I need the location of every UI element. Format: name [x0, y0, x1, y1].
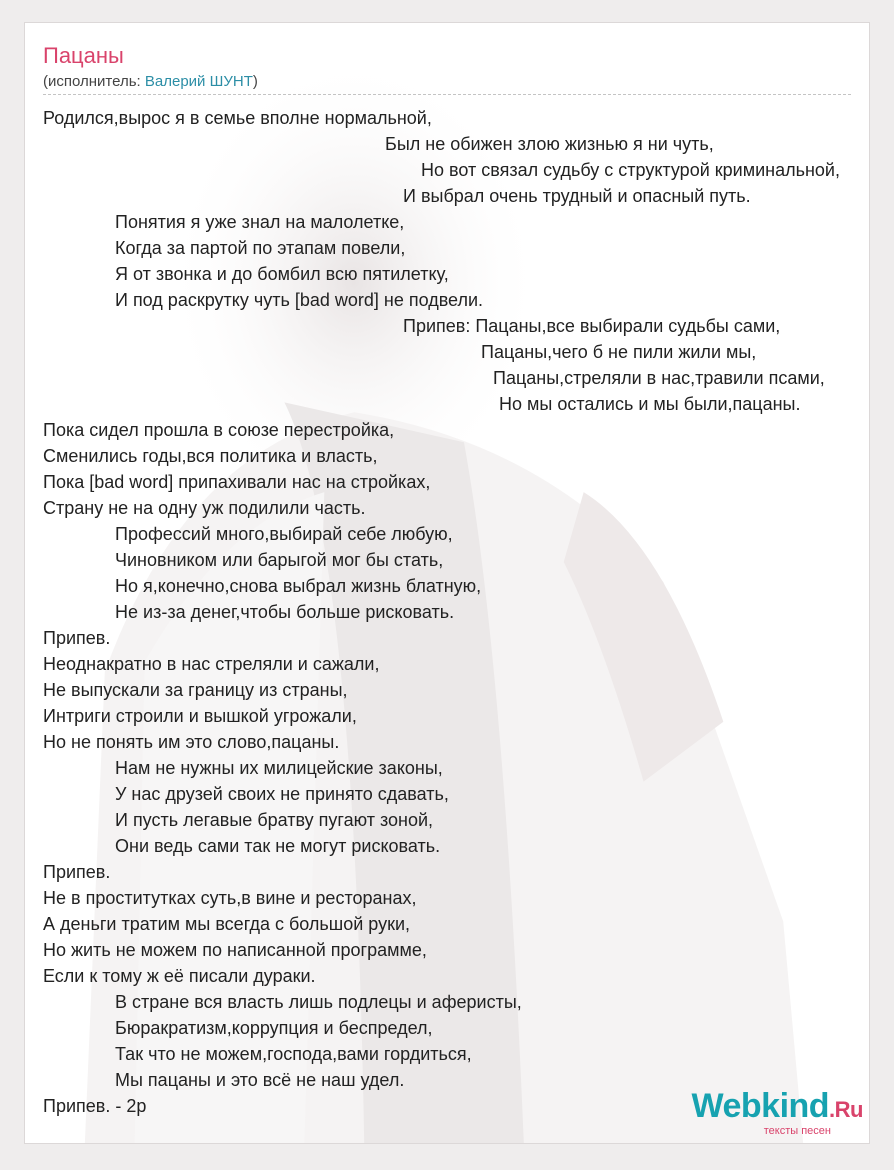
lyric-line: Был не обижен злою жизнью я ни чуть,: [385, 134, 714, 154]
lyric-line: Припев: Пацаны,все выбирали судьбы сами,: [403, 316, 781, 336]
lyric-line: Так что не можем,господа,вами гордиться,: [115, 1044, 472, 1064]
webkind-logo[interactable]: [692, 1089, 864, 1137]
lyric-line: И выбрал очень трудный и опасный путь.: [403, 186, 751, 206]
lyric-line: Я от звонка и до бомбил всю пятилетку,: [115, 264, 449, 284]
lyric-line: Пацаны,стреляли в нас,травили псами,: [493, 368, 825, 388]
lyric-line: Страну не на одну уж подилили часть.: [43, 498, 366, 518]
lyric-line: Интриги строили и вышкой угрожали,: [43, 706, 357, 726]
lyric-line: Припев.: [43, 862, 111, 882]
lyric-line: Когда за партой по этапам повели,: [115, 238, 406, 258]
lyric-line: Не выпускали за границу из страны,: [43, 680, 348, 700]
byline-suffix: ): [252, 73, 258, 90]
lyrics-text: [25, 23, 869, 1143]
artist-link[interactable]: Валерий ШУНТ: [144, 73, 253, 90]
lyric-line: Сменились годы,вся политика и власть,: [43, 446, 378, 466]
lyric-line: Бюракратизм,коррупция и беспредел,: [115, 1018, 433, 1038]
lyric-line: И пусть легавые братву пугают зоной,: [115, 810, 434, 830]
logo-name: Webkind: [691, 1087, 830, 1125]
lyric-line: Пацаны,чего б не пили жили мы,: [481, 342, 757, 362]
byline-prefix: (исполнитель:: [43, 73, 145, 90]
lyric-line: Родился,вырос я в семье вполне нормальной,: [43, 108, 432, 128]
lyric-line: Понятия я уже знал на малолетке,: [115, 212, 405, 232]
lyric-line: Пока [bad word] припахивали нас на стройках,: [43, 472, 431, 492]
lyric-line: Не в проститутках суть,в вине и ресторанах,: [43, 888, 417, 908]
lyric-line: В стране вся власть лишь подлецы и аферисты,: [115, 992, 522, 1012]
lyric-line: А деньги тратим мы всегда с большой руки,: [43, 914, 411, 934]
lyric-line: Неоднакратно в нас стреляли и сажали,: [43, 654, 380, 674]
lyric-line: Чиновником или барыгой мог бы стать,: [115, 550, 444, 570]
lyric-line: Припев. - 2р: [43, 1096, 147, 1116]
lyrics-card: [24, 22, 870, 1144]
lyric-line: Но не понять им это слово,пацаны.: [43, 732, 340, 752]
song-title: Пацаны: [43, 43, 124, 68]
logo-tagline: тексты песен: [763, 1125, 831, 1137]
lyric-line: Но мы остались и мы были,пацаны.: [499, 394, 801, 414]
lyric-line: Но вот связал судьбу с структурой криминальной,: [421, 160, 840, 180]
lyric-line: Припев.: [43, 628, 111, 648]
lyric-line: Они ведь сами так не могут рисковать.: [115, 836, 441, 856]
lyric-line: Нам не нужны их милицейские законы,: [115, 758, 443, 778]
lyric-line: Профессий много,выбирай себе любую,: [115, 524, 453, 544]
lyric-line: Мы пацаны и это всё не наш удел.: [115, 1070, 405, 1090]
logo-tld: .Ru: [829, 1097, 863, 1122]
lyric-line: У нас друзей своих не принято сдавать,: [115, 784, 449, 804]
lyric-line: Пока сидел прошла в союзе перестройка,: [43, 420, 395, 440]
lyric-line: Но жить не можем по написанной программе,: [43, 940, 427, 960]
lyric-line: Но я,конечно,снова выбрал жизнь блатную,: [115, 576, 482, 596]
lyric-line: И под раскрутку чуть [bad word] не подвели.: [115, 290, 484, 310]
lyric-line: Если к тому ж её писали дураки.: [43, 966, 316, 986]
lyric-line: Не из-за денег,чтобы больше рисковать.: [115, 602, 455, 622]
